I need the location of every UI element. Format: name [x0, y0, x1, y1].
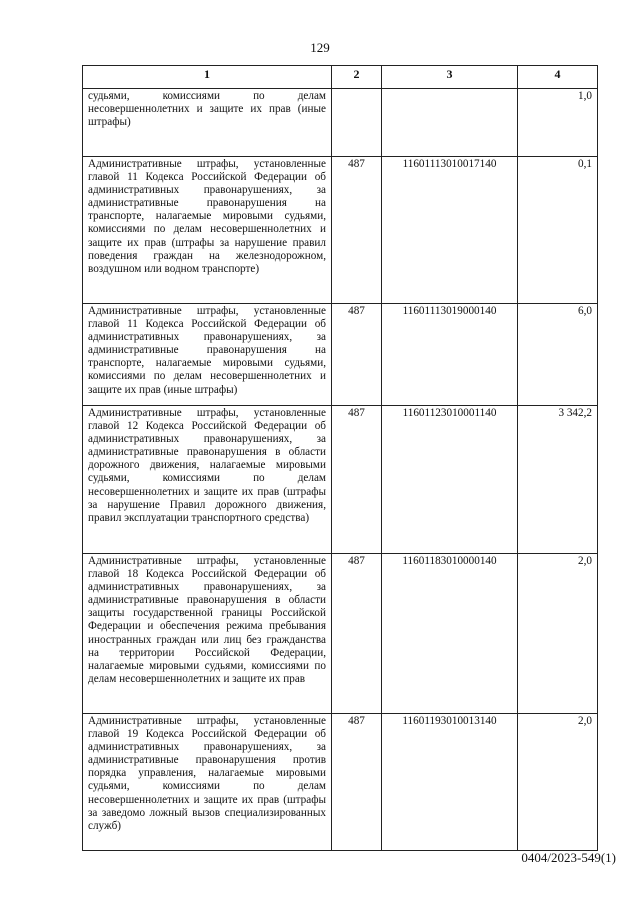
row-description: судьями, комиссиями по делам несовершеннолетних и защите их прав (иные штрафы) [83, 89, 332, 157]
budget-revenue-table [82, 65, 598, 851]
row-classification-code: 11601193010013140 [382, 714, 518, 851]
row-description: Административные штрафы, установленные главой 11 Кодекса Российской Федерации об административных правонарушениях, за административные правонарушения на транспорте, налагаемые мировыми судьями, комиссиями по делам несовершеннолетних и защите их прав (иные штрафы) [83, 304, 332, 406]
page-number: 129 [310, 40, 330, 55]
table-row [83, 89, 598, 157]
row-description: Административные штрафы, установленные главой 11 Кодекса Российской Федерации об административных правонарушениях, за административные правонарушения на транспорте, налагаемые мировыми судьями, комиссиями по делам несовершеннолетних и защите их прав (штрафы за нарушение правил поведения граждан на железнодорожном, воздушном или водном транспорте) [83, 157, 332, 304]
table-row [83, 714, 598, 851]
row-classification-code: 11601183010000140 [382, 554, 518, 714]
row-admin-code: 487 [332, 406, 382, 554]
table-row [83, 406, 598, 554]
table-row [83, 157, 598, 304]
column-header-admin: 2 [332, 66, 382, 89]
row-amount: 1,0 [518, 89, 598, 157]
table-header-row [83, 66, 598, 89]
row-classification-code: 11601123010001140 [382, 406, 518, 554]
table-row [83, 304, 598, 406]
row-description: Административные штрафы, установленные главой 18 Кодекса Российской Федерации об административных правонарушениях, за административные правонарушения в области защиты государственной границы Российской Федерации и обеспечения режима пребывания иностранных граждан или лиц без гражданства на территории Российской Федерации, налагаемые мировыми судьями, комиссиями по делам несовершеннолетних и защите их прав [83, 554, 332, 714]
row-amount: 2,0 [518, 554, 598, 714]
row-admin-code: 487 [332, 554, 382, 714]
row-description: Административные штрафы, установленные главой 12 Кодекса Российской Федерации об административных правонарушениях, за административные правонарушения в области дорожного движения, налагаемые мировыми судьями, комиссиями по делам несовершеннолетних и защите их прав (штрафы за нарушение Правил дорожного движения, правил эксплуатации транспортного средства) [83, 406, 332, 554]
column-header-description: 1 [83, 66, 332, 89]
document-registration-code: 0404/2023-549(1) [521, 850, 616, 865]
column-header-code: 3 [382, 66, 518, 89]
table-row [83, 554, 598, 714]
column-header-amount: 4 [518, 66, 598, 89]
row-amount: 0,1 [518, 157, 598, 304]
row-classification-code: 11601113019000140 [382, 304, 518, 406]
row-admin-code: 487 [332, 304, 382, 406]
row-amount: 3 342,2 [518, 406, 598, 554]
row-classification-code: 11601113010017140 [382, 157, 518, 304]
row-admin-code: 487 [332, 157, 382, 304]
row-classification-code [382, 89, 518, 157]
row-amount: 6,0 [518, 304, 598, 406]
row-admin-code: 487 [332, 714, 382, 851]
row-description: Административные штрафы, установленные главой 19 Кодекса Российской Федерации об административных правонарушениях, за административные правонарушения против порядка управления, налагаемые мировыми судьями, комиссиями по делам несовершеннолетних и защите их прав (штрафы за заведомо ложный вызов специализированных служб) [83, 714, 332, 851]
row-amount: 2,0 [518, 714, 598, 851]
row-admin-code [332, 89, 382, 157]
